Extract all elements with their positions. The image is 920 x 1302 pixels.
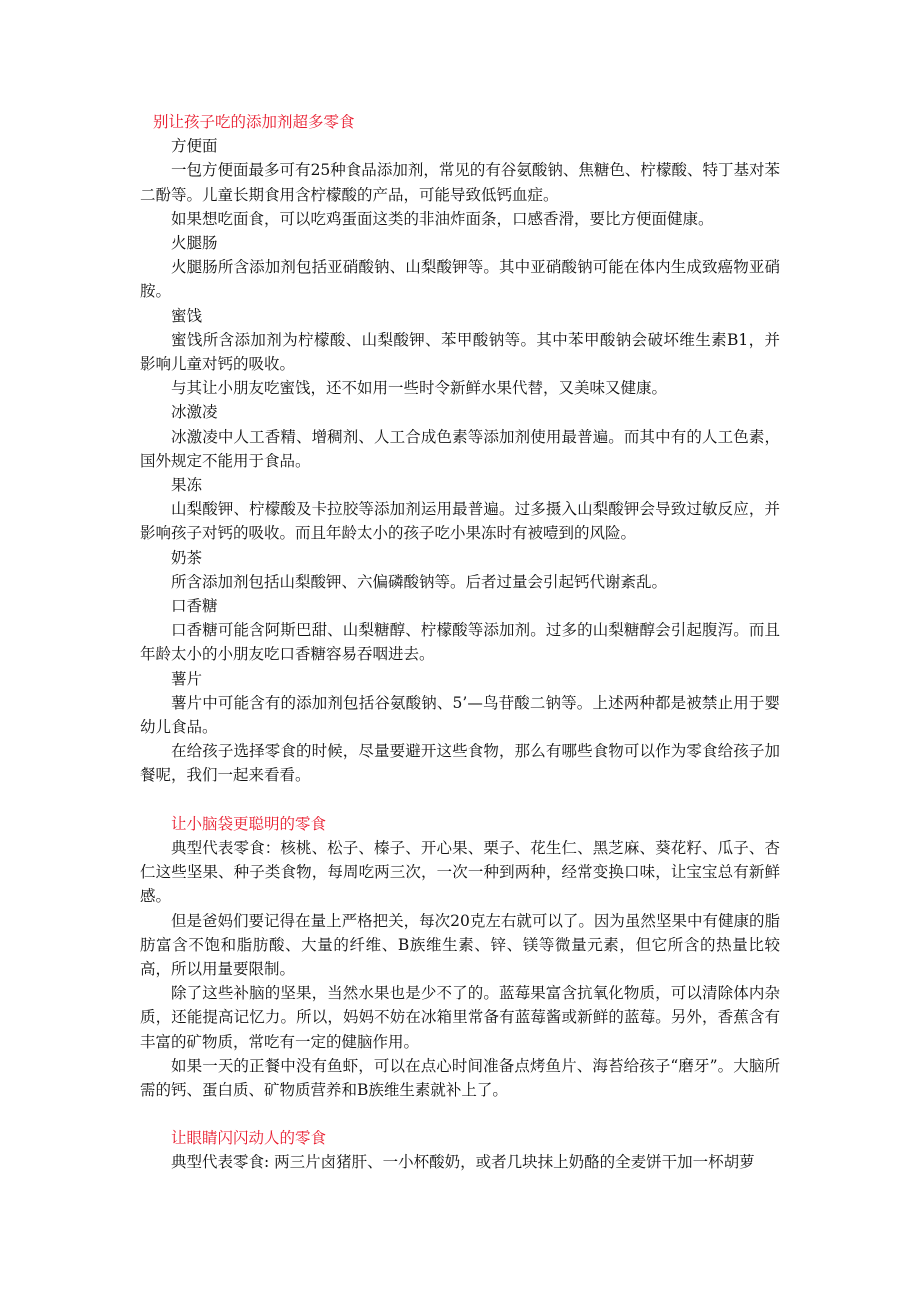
paragraph: 但是爸妈们要记得在量上严格把关，每次20克左右就可以了。因为虽然坚果中有健康的脂肪富含不饱和脂肪酸、大量的纤维、B族维生素、锌、镁等微量元素，但它所含的热量比较高，所以用量要限制。 [140, 911, 780, 978]
paragraph: 薯片中可能含有的添加剂包括谷氨酸钠、5’—鸟苷酸二钠等。上述两种都是被禁止用于婴幼儿食品。 [140, 693, 780, 737]
paragraph: 冰激凌中人工香精、增稠剂、人工合成色素等添加剂使用最普遍。而其中有的人工色素，国外规定不能用于食品。 [140, 427, 780, 470]
paragraph: 一包方便面最多可有25种食品添加剂，常见的有谷氨酸钠、焦糖色、柠檬酸、特丁基对苯二酚等。儿童长期食用含柠檬酸的产品，可能导致低钙血症。 [140, 161, 780, 204]
paragraph: 山梨酸钾、柠檬酸及卡拉胶等添加剂运用最普遍。过多摄入山梨酸钾会导致过敏反应，并影响孩子对钙的吸收。而且年龄太小的孩子吃小果冻时有被噎到的风险。 [140, 500, 780, 543]
paragraph: 蜜饯所含添加剂为柠檬酸、山梨酸钾、苯甲酸钠等。其中苯甲酸钠会破坏维生素B1，并影响儿童对钙的吸收。 [140, 330, 780, 374]
paragraph: 除了这些补脑的坚果，当然水果也是少不了的。蓝莓果富含抗氧化物质，可以清除体内杂质，还能提高记忆力。所以，妈妈不妨在冰箱里常备有蓝莓酱或新鲜的蓝莓。另外，香蕉含有丰富的矿物质，常吃有一定的健脑作用。 [140, 984, 780, 1051]
subheading-jelly: 果冻 [171, 476, 203, 495]
section-title-eyes: 让眼睛闪闪动人的零食 [171, 1129, 327, 1148]
section-gap [140, 1102, 780, 1126]
article-body [140, 110, 780, 1175]
subheading-milk-tea: 奶茶 [171, 548, 203, 567]
subheading-potato-chips: 薯片 [171, 669, 203, 688]
subheading-ice-cream: 冰激凌 [171, 403, 218, 422]
paragraph: 如果一天的正餐中没有鱼虾，可以在点心时间准备点烤鱼片、海苔给孩子“磨牙”。大脑所需的钙、蛋白质、矿物质营养和B族维生素就补上了。 [140, 1056, 780, 1099]
paragraph: 与其让小朋友吃蜜饯，还不如用一些时令新鲜水果代替，又美味又健康。 [171, 379, 668, 398]
section-title-brain: 让小脑袋更聪明的零食 [171, 814, 327, 833]
paragraph: 在给孩子选择零食的时候，尽量要避开这些食物，那么有哪些食物可以作为零食给孩子加餐呢，我们一起来看看。 [140, 742, 780, 785]
section-gap [140, 788, 780, 812]
paragraph: 如果想吃面食，可以吃鸡蛋面这类的非油炸面条，口感香滑，要比方便面健康。 [171, 209, 714, 228]
paragraph: 火腿肠所含添加剂包括亚硝酸钠、山梨酸钾等。其中亚硝酸钠可能在体内生成致癌物亚硝胺。 [140, 258, 780, 301]
paragraph: 口香糖可能含阿斯巴甜、山梨糖醇、柠檬酸等添加剂。过多的山梨糖醇会引起腹泻。而且年龄太小的小朋友吃口香糖容易吞咽进去。 [140, 621, 780, 664]
subheading-instant-noodles: 方便面 [171, 137, 218, 156]
subheading-ham-sausage: 火腿肠 [171, 234, 218, 253]
subheading-chewing-gum: 口香糖 [171, 597, 218, 616]
paragraph: 典型代表零食：核桃、松子、榛子、开心果、栗子、花生仁、黑芝麻、葵花籽、瓜子、杏仁这些坚果、种子类食物，每周吃两三次，一次一种到两种，经常变换口味，让宝宝总有新鲜感。 [140, 838, 780, 906]
paragraph: 所含添加剂包括山梨酸钾、六偏磷酸钠等。后者过量会引起钙代谢紊乱。 [171, 572, 668, 591]
paragraph: 典型代表零食: 两三片卤猪肝、一小杯酸奶，或者几块抹上奶酪的全麦饼干加一杯胡萝 [171, 1153, 755, 1172]
subheading-candied-fruit: 蜜饯 [171, 306, 203, 325]
section-title-additives: 别让孩子吃的添加剂超多零食 [153, 113, 355, 131]
